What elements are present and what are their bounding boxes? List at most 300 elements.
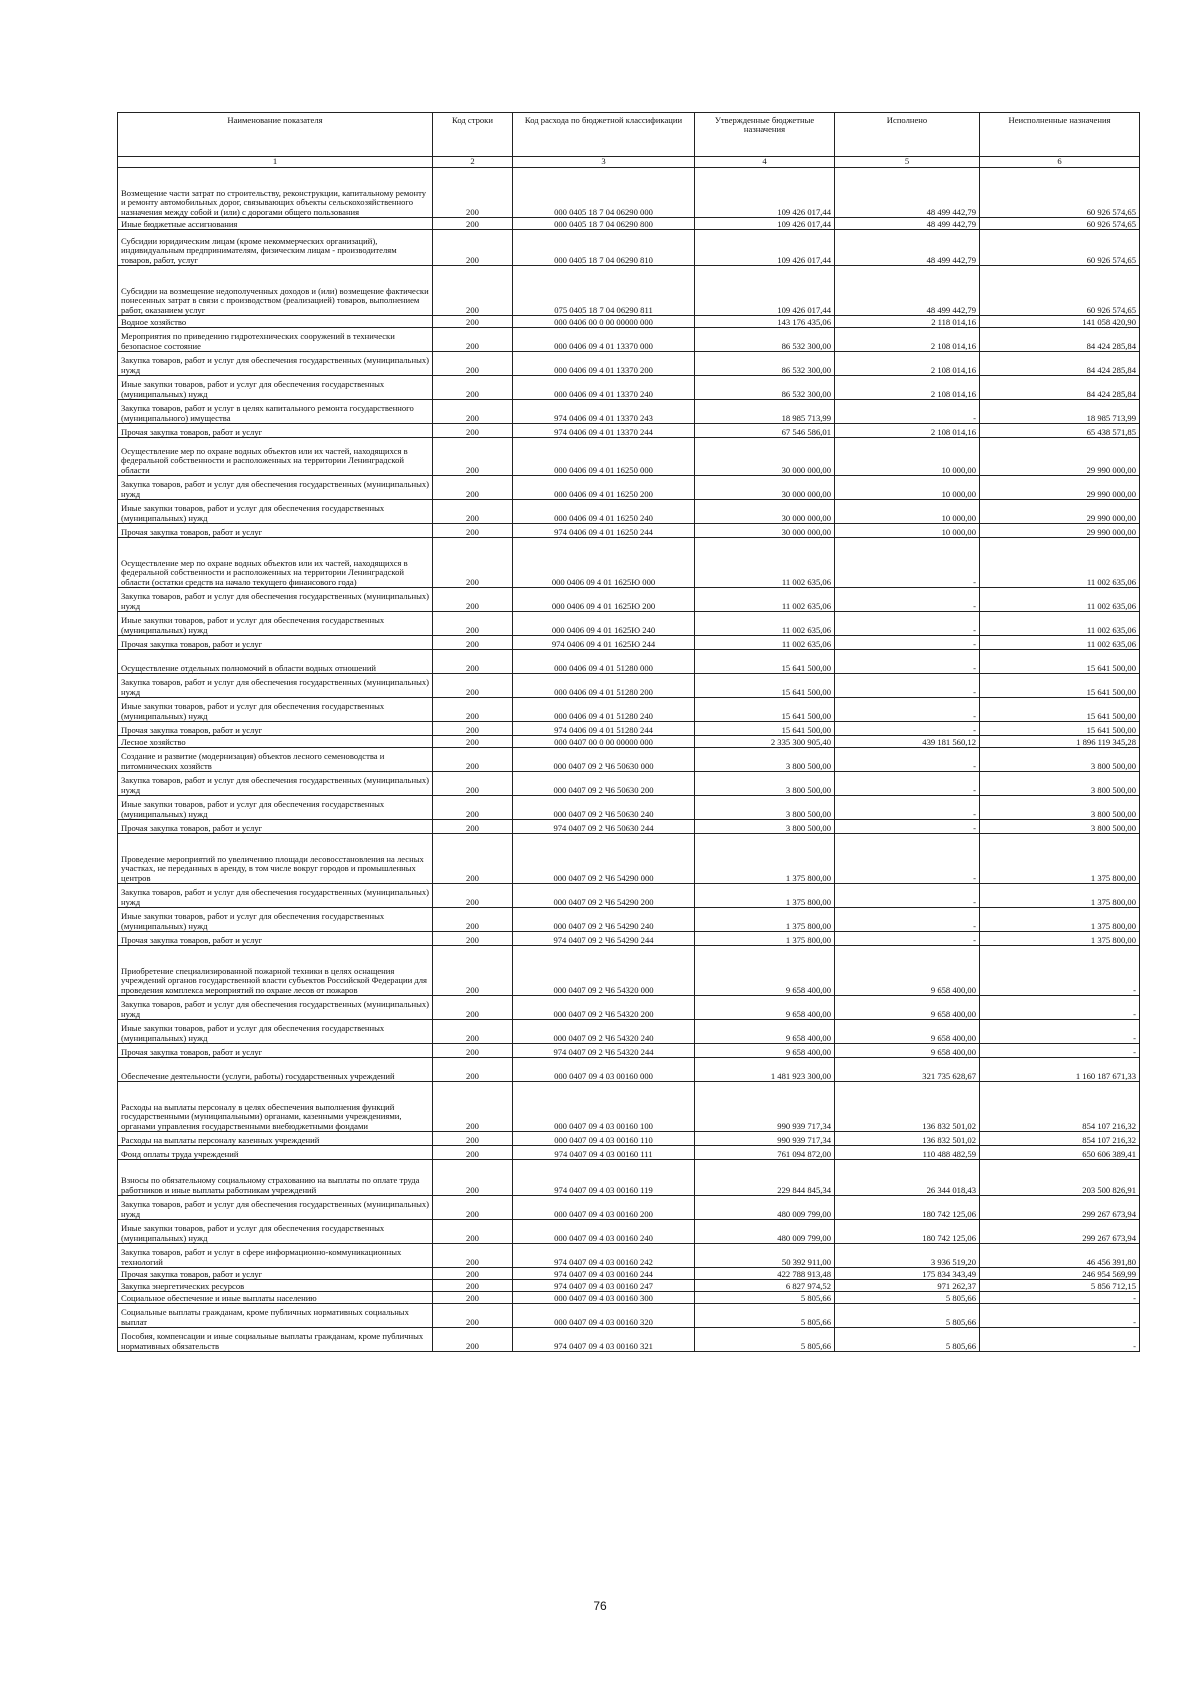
table-row bbox=[118, 612, 1140, 636]
table-row bbox=[118, 1160, 1140, 1196]
row-code-cell: 200 bbox=[433, 932, 513, 946]
header-row-code: Код строки bbox=[433, 113, 513, 157]
indicator-name-cell: Прочая закупка товаров, работ и услуг bbox=[118, 820, 433, 834]
row-code-cell: 200 bbox=[433, 1132, 513, 1146]
unexecuted-amount-cell: - bbox=[980, 1328, 1140, 1352]
table-row bbox=[118, 376, 1140, 400]
budget-code-cell: 000 0406 09 4 01 51280 000 bbox=[513, 650, 695, 674]
approved-amount-cell: 5 805,66 bbox=[695, 1292, 835, 1304]
budget-code-cell: 000 0407 09 4 03 00160 110 bbox=[513, 1132, 695, 1146]
indicator-name-cell: Субсидии юридическим лицам (кроме некоммерческих организаций), индивидуальным предпринимателям, физическим лицам - производителям товаров, работ, услуг bbox=[118, 230, 433, 266]
row-code-cell: 200 bbox=[433, 698, 513, 722]
row-code-cell: 200 bbox=[433, 168, 513, 218]
column-number: 1 bbox=[118, 157, 433, 168]
executed-amount-cell: 5 805,66 bbox=[835, 1328, 980, 1352]
approved-amount-cell: 761 094 872,00 bbox=[695, 1146, 835, 1160]
indicator-name-cell: Водное хозяйство bbox=[118, 316, 433, 328]
budget-code-cell: 000 0407 09 2 Ч6 54290 000 bbox=[513, 834, 695, 884]
row-code-cell: 200 bbox=[433, 588, 513, 612]
row-code-cell: 200 bbox=[433, 834, 513, 884]
budget-code-cell: 000 0405 18 7 04 06290 810 bbox=[513, 230, 695, 266]
executed-amount-cell: 9 658 400,00 bbox=[835, 946, 980, 996]
indicator-name-cell: Закупка товаров, работ и услуг для обеспечения государственных (муниципальных) нужд bbox=[118, 476, 433, 500]
unexecuted-amount-cell: 29 990 000,00 bbox=[980, 524, 1140, 538]
approved-amount-cell: 11 002 635,06 bbox=[695, 538, 835, 588]
unexecuted-amount-cell: - bbox=[980, 1292, 1140, 1304]
indicator-name-cell: Социальные выплаты гражданам, кроме публичных нормативных социальных выплат bbox=[118, 1304, 433, 1328]
budget-code-cell: 000 0407 09 4 03 00160 200 bbox=[513, 1196, 695, 1220]
unexecuted-amount-cell: 29 990 000,00 bbox=[980, 476, 1140, 500]
indicator-name-cell: Закупка товаров, работ и услуг для обеспечения государственных (муниципальных) нужд bbox=[118, 588, 433, 612]
table-row bbox=[118, 884, 1140, 908]
indicator-name-cell: Расходы на выплаты персоналу казенных учреждений bbox=[118, 1132, 433, 1146]
unexecuted-amount-cell: 11 002 635,06 bbox=[980, 588, 1140, 612]
budget-code-cell: 974 0407 09 2 Ч6 50630 244 bbox=[513, 820, 695, 834]
executed-amount-cell: 48 499 442,79 bbox=[835, 266, 980, 316]
approved-amount-cell: 6 827 974,52 bbox=[695, 1280, 835, 1292]
page-number: 76 bbox=[593, 1599, 607, 1613]
table-row bbox=[118, 476, 1140, 500]
approved-amount-cell: 11 002 635,06 bbox=[695, 636, 835, 650]
budget-code-cell: 974 0407 09 4 03 00160 321 bbox=[513, 1328, 695, 1352]
unexecuted-amount-cell: 60 926 574,65 bbox=[980, 218, 1140, 230]
indicator-name-cell: Осуществление мер по охране водных объектов или их частей, находящихся в федеральной собственности и расположенных на территории Ленинградской области (остатки средств на начало текущего финансового года) bbox=[118, 538, 433, 588]
row-code-cell: 200 bbox=[433, 1160, 513, 1196]
table-row bbox=[118, 636, 1140, 650]
unexecuted-amount-cell: 15 641 500,00 bbox=[980, 650, 1140, 674]
approved-amount-cell: 3 800 500,00 bbox=[695, 748, 835, 772]
approved-amount-cell: 11 002 635,06 bbox=[695, 588, 835, 612]
budget-code-cell: 075 0405 18 7 04 06290 811 bbox=[513, 266, 695, 316]
approved-amount-cell: 30 000 000,00 bbox=[695, 524, 835, 538]
unexecuted-amount-cell: 854 107 216,32 bbox=[980, 1082, 1140, 1132]
unexecuted-amount-cell: 203 500 826,91 bbox=[980, 1160, 1140, 1196]
unexecuted-amount-cell: 854 107 216,32 bbox=[980, 1132, 1140, 1146]
unexecuted-amount-cell: 650 606 389,41 bbox=[980, 1146, 1140, 1160]
row-code-cell: 200 bbox=[433, 674, 513, 698]
approved-amount-cell: 15 641 500,00 bbox=[695, 722, 835, 736]
row-code-cell: 200 bbox=[433, 772, 513, 796]
unexecuted-amount-cell: 15 641 500,00 bbox=[980, 698, 1140, 722]
table-row bbox=[118, 650, 1140, 674]
executed-amount-cell: 9 658 400,00 bbox=[835, 1044, 980, 1058]
unexecuted-amount-cell: 1 375 800,00 bbox=[980, 932, 1140, 946]
approved-amount-cell: 109 426 017,44 bbox=[695, 230, 835, 266]
approved-amount-cell: 1 481 923 300,00 bbox=[695, 1058, 835, 1082]
executed-amount-cell: 10 000,00 bbox=[835, 524, 980, 538]
budget-code-cell: 000 0407 09 4 03 00160 240 bbox=[513, 1220, 695, 1244]
indicator-name-cell: Закупка товаров, работ и услуг для обеспечения государственных (муниципальных) нужд bbox=[118, 772, 433, 796]
header-budget-code: Код расхода по бюджетной классификации bbox=[513, 113, 695, 157]
budget-code-cell: 000 0406 09 4 01 16250 240 bbox=[513, 500, 695, 524]
table-row bbox=[118, 772, 1140, 796]
row-code-cell: 200 bbox=[433, 1280, 513, 1292]
table-row bbox=[118, 1020, 1140, 1044]
row-code-cell: 200 bbox=[433, 1082, 513, 1132]
indicator-name-cell: Обеспечение деятельности (услуги, работы) государственных учреждений bbox=[118, 1058, 433, 1082]
row-code-cell: 200 bbox=[433, 352, 513, 376]
unexecuted-amount-cell: 3 800 500,00 bbox=[980, 820, 1140, 834]
executed-amount-cell: - bbox=[835, 400, 980, 424]
indicator-name-cell: Возмещение части затрат по строительству, реконструкции, капитальному ремонту и ремонту автомобильных дорог, связывающих объекты сельскохозяйственного назначения между собой и (или) с дорогами общего пользования bbox=[118, 168, 433, 218]
row-code-cell: 200 bbox=[433, 500, 513, 524]
budget-code-cell: 000 0406 09 4 01 1625Ю 000 bbox=[513, 538, 695, 588]
approved-amount-cell: 229 844 845,34 bbox=[695, 1160, 835, 1196]
budget-execution-table bbox=[117, 112, 1140, 1352]
executed-amount-cell: 5 805,66 bbox=[835, 1304, 980, 1328]
table-row bbox=[118, 1328, 1140, 1352]
table-row bbox=[118, 438, 1140, 476]
table-row bbox=[118, 1244, 1140, 1268]
indicator-name-cell: Прочая закупка товаров, работ и услуг bbox=[118, 636, 433, 650]
row-code-cell: 200 bbox=[433, 476, 513, 500]
unexecuted-amount-cell: - bbox=[980, 946, 1140, 996]
table-row bbox=[118, 1268, 1140, 1280]
row-code-cell: 200 bbox=[433, 266, 513, 316]
approved-amount-cell: 5 805,66 bbox=[695, 1304, 835, 1328]
budget-code-cell: 000 0406 09 4 01 13370 000 bbox=[513, 328, 695, 352]
executed-amount-cell: - bbox=[835, 636, 980, 650]
approved-amount-cell: 109 426 017,44 bbox=[695, 218, 835, 230]
executed-amount-cell: - bbox=[835, 698, 980, 722]
executed-amount-cell: 10 000,00 bbox=[835, 438, 980, 476]
executed-amount-cell: - bbox=[835, 588, 980, 612]
budget-code-cell: 000 0407 09 2 Ч6 54320 240 bbox=[513, 1020, 695, 1044]
table-row bbox=[118, 748, 1140, 772]
table-row bbox=[118, 932, 1140, 946]
budget-code-cell: 000 0407 09 2 Ч6 54320 000 bbox=[513, 946, 695, 996]
unexecuted-amount-cell: 65 438 571,85 bbox=[980, 424, 1140, 438]
row-code-cell: 200 bbox=[433, 1220, 513, 1244]
row-code-cell: 200 bbox=[433, 376, 513, 400]
indicator-name-cell: Фонд оплаты труда учреждений bbox=[118, 1146, 433, 1160]
approved-amount-cell: 15 641 500,00 bbox=[695, 674, 835, 698]
approved-amount-cell: 1 375 800,00 bbox=[695, 884, 835, 908]
approved-amount-cell: 18 985 713,99 bbox=[695, 400, 835, 424]
approved-amount-cell: 86 532 300,00 bbox=[695, 352, 835, 376]
executed-amount-cell: - bbox=[835, 796, 980, 820]
executed-amount-cell: 439 181 560,12 bbox=[835, 736, 980, 748]
executed-amount-cell: - bbox=[835, 538, 980, 588]
approved-amount-cell: 3 800 500,00 bbox=[695, 796, 835, 820]
indicator-name-cell: Взносы по обязательному социальному страхованию на выплаты по оплате труда работников и иные выплаты работникам учреждений bbox=[118, 1160, 433, 1196]
row-code-cell: 200 bbox=[433, 538, 513, 588]
indicator-name-cell: Закупка товаров, работ и услуг в целях капитального ремонта государственного (муниципального) имущества bbox=[118, 400, 433, 424]
unexecuted-amount-cell: 5 856 712,15 bbox=[980, 1280, 1140, 1292]
indicator-name-cell: Закупка товаров, работ и услуг для обеспечения государственных (муниципальных) нужд bbox=[118, 1196, 433, 1220]
row-code-cell: 200 bbox=[433, 946, 513, 996]
executed-amount-cell: 48 499 442,79 bbox=[835, 218, 980, 230]
budget-code-cell: 974 0406 09 4 01 16250 244 bbox=[513, 524, 695, 538]
executed-amount-cell: 2 108 014,16 bbox=[835, 352, 980, 376]
approved-amount-cell: 1 375 800,00 bbox=[695, 834, 835, 884]
unexecuted-amount-cell: 1 375 800,00 bbox=[980, 834, 1140, 884]
executed-amount-cell: - bbox=[835, 748, 980, 772]
unexecuted-amount-cell: 60 926 574,65 bbox=[980, 168, 1140, 218]
table-row bbox=[118, 1292, 1140, 1304]
table-row bbox=[118, 996, 1140, 1020]
table-row bbox=[118, 524, 1140, 538]
budget-code-cell: 974 0407 09 4 03 00160 111 bbox=[513, 1146, 695, 1160]
executed-amount-cell: 48 499 442,79 bbox=[835, 230, 980, 266]
row-code-cell: 200 bbox=[433, 736, 513, 748]
table-row bbox=[118, 1082, 1140, 1132]
approved-amount-cell: 30 000 000,00 bbox=[695, 438, 835, 476]
executed-amount-cell: 180 742 125,06 bbox=[835, 1196, 980, 1220]
executed-amount-cell: 110 488 482,59 bbox=[835, 1146, 980, 1160]
indicator-name-cell: Субсидии на возмещение недополученных доходов и (или) возмещение фактически понесенных затрат в связи с производством (реализацией) товаров, выполнением работ, оказанием услуг bbox=[118, 266, 433, 316]
table-row bbox=[118, 698, 1140, 722]
budget-code-cell: 000 0406 09 4 01 13370 240 bbox=[513, 376, 695, 400]
table-row bbox=[118, 1146, 1140, 1160]
indicator-name-cell: Иные закупки товаров, работ и услуг для обеспечения государственных (муниципальных) нужд bbox=[118, 500, 433, 524]
row-code-cell: 200 bbox=[433, 1196, 513, 1220]
row-code-cell: 200 bbox=[433, 218, 513, 230]
indicator-name-cell: Приобретение специализированной пожарной техники в целях оснащения учреждений органов государственной власти субъектов Российской Федерации для проведения комплекса мероприятий по охране лесов от пожаров bbox=[118, 946, 433, 996]
indicator-name-cell: Закупка товаров, работ и услуг в сфере информационно-коммуникационных технологий bbox=[118, 1244, 433, 1268]
budget-code-cell: 000 0406 00 0 00 00000 000 bbox=[513, 316, 695, 328]
executed-amount-cell: 136 832 501,02 bbox=[835, 1082, 980, 1132]
indicator-name-cell: Иные закупки товаров, работ и услуг для обеспечения государственных (муниципальных) нужд bbox=[118, 1220, 433, 1244]
executed-amount-cell: 2 108 014,16 bbox=[835, 424, 980, 438]
header-unexecuted: Неисполненные назначения bbox=[980, 113, 1140, 157]
indicator-name-cell: Закупка товаров, работ и услуг для обеспечения государственных (муниципальных) нужд bbox=[118, 884, 433, 908]
indicator-name-cell: Закупка энергетических ресурсов bbox=[118, 1280, 433, 1292]
table-row bbox=[118, 400, 1140, 424]
budget-code-cell: 974 0406 09 4 01 1625Ю 244 bbox=[513, 636, 695, 650]
header-indicator-name: Наименование показателя bbox=[118, 113, 433, 157]
executed-amount-cell: 2 108 014,16 bbox=[835, 376, 980, 400]
budget-code-cell: 974 0406 09 4 01 51280 244 bbox=[513, 722, 695, 736]
row-code-cell: 200 bbox=[433, 316, 513, 328]
budget-code-cell: 974 0407 09 2 Ч6 54290 244 bbox=[513, 932, 695, 946]
indicator-name-cell: Закупка товаров, работ и услуг для обеспечения государственных (муниципальных) нужд bbox=[118, 996, 433, 1020]
approved-amount-cell: 15 641 500,00 bbox=[695, 650, 835, 674]
executed-amount-cell: 321 735 628,67 bbox=[835, 1058, 980, 1082]
budget-code-cell: 000 0407 09 4 03 00160 100 bbox=[513, 1082, 695, 1132]
column-number: 4 bbox=[695, 157, 835, 168]
unexecuted-amount-cell: 84 424 285,84 bbox=[980, 352, 1140, 376]
executed-amount-cell: 26 344 018,43 bbox=[835, 1160, 980, 1196]
row-code-cell: 200 bbox=[433, 996, 513, 1020]
unexecuted-amount-cell: 246 954 569,99 bbox=[980, 1268, 1140, 1280]
row-code-cell: 200 bbox=[433, 438, 513, 476]
indicator-name-cell: Иные закупки товаров, работ и услуг для обеспечения государственных (муниципальных) нужд bbox=[118, 698, 433, 722]
indicator-name-cell: Проведение мероприятий по увеличению площади лесовосстановления на лесных участках, не переданных в аренду, в том числе вокруг городов и промышленных центров bbox=[118, 834, 433, 884]
row-code-cell: 200 bbox=[433, 884, 513, 908]
table-row bbox=[118, 736, 1140, 748]
table-row bbox=[118, 1132, 1140, 1146]
approved-amount-cell: 15 641 500,00 bbox=[695, 698, 835, 722]
column-number: 5 bbox=[835, 157, 980, 168]
approved-amount-cell: 3 800 500,00 bbox=[695, 772, 835, 796]
table-row bbox=[118, 834, 1140, 884]
row-code-cell: 200 bbox=[433, 1146, 513, 1160]
indicator-name-cell: Иные закупки товаров, работ и услуг для обеспечения государственных (муниципальных) нужд bbox=[118, 1020, 433, 1044]
approved-amount-cell: 1 375 800,00 bbox=[695, 932, 835, 946]
column-number: 6 bbox=[980, 157, 1140, 168]
indicator-name-cell: Иные закупки товаров, работ и услуг для обеспечения государственных (муниципальных) нужд bbox=[118, 612, 433, 636]
budget-code-cell: 000 0406 09 4 01 16250 200 bbox=[513, 476, 695, 500]
executed-amount-cell: 180 742 125,06 bbox=[835, 1220, 980, 1244]
approved-amount-cell: 86 532 300,00 bbox=[695, 328, 835, 352]
executed-amount-cell: - bbox=[835, 612, 980, 636]
table-row bbox=[118, 352, 1140, 376]
unexecuted-amount-cell: 11 002 635,06 bbox=[980, 636, 1140, 650]
indicator-name-cell: Социальное обеспечение и иные выплаты населению bbox=[118, 1292, 433, 1304]
indicator-name-cell: Иные бюджетные ассигнования bbox=[118, 218, 433, 230]
budget-code-cell: 974 0406 09 4 01 13370 243 bbox=[513, 400, 695, 424]
header-approved: Утвержденные бюджетные назначения bbox=[695, 113, 835, 157]
indicator-name-cell: Иные закупки товаров, работ и услуг для обеспечения государственных (муниципальных) нужд bbox=[118, 908, 433, 932]
indicator-name-cell: Закупка товаров, работ и услуг для обеспечения государственных (муниципальных) нужд bbox=[118, 674, 433, 698]
approved-amount-cell: 50 392 911,00 bbox=[695, 1244, 835, 1268]
executed-amount-cell: - bbox=[835, 908, 980, 932]
row-code-cell: 200 bbox=[433, 1244, 513, 1268]
approved-amount-cell: 11 002 635,06 bbox=[695, 612, 835, 636]
budget-code-cell: 000 0407 09 2 Ч6 50630 200 bbox=[513, 772, 695, 796]
table-row bbox=[118, 538, 1140, 588]
row-code-cell: 200 bbox=[433, 1058, 513, 1082]
header-executed: Исполнено bbox=[835, 113, 980, 157]
unexecuted-amount-cell: 1 375 800,00 bbox=[980, 884, 1140, 908]
approved-amount-cell: 109 426 017,44 bbox=[695, 168, 835, 218]
approved-amount-cell: 86 532 300,00 bbox=[695, 376, 835, 400]
table-row bbox=[118, 1280, 1140, 1292]
unexecuted-amount-cell: 299 267 673,94 bbox=[980, 1220, 1140, 1244]
unexecuted-amount-cell: 29 990 000,00 bbox=[980, 500, 1140, 524]
budget-code-cell: 000 0407 09 2 Ч6 50630 240 bbox=[513, 796, 695, 820]
table-row bbox=[118, 1196, 1140, 1220]
executed-amount-cell: 2 118 014,16 bbox=[835, 316, 980, 328]
row-code-cell: 200 bbox=[433, 1020, 513, 1044]
unexecuted-amount-cell: 15 641 500,00 bbox=[980, 722, 1140, 736]
unexecuted-amount-cell: 3 800 500,00 bbox=[980, 796, 1140, 820]
unexecuted-amount-cell: 299 267 673,94 bbox=[980, 1196, 1140, 1220]
indicator-name-cell: Пособия, компенсации и иные социальные выплаты гражданам, кроме публичных нормативных обязательств bbox=[118, 1328, 433, 1352]
table-row bbox=[118, 1058, 1140, 1082]
row-code-cell: 200 bbox=[433, 748, 513, 772]
executed-amount-cell: 971 262,37 bbox=[835, 1280, 980, 1292]
budget-code-cell: 974 0407 09 4 03 00160 119 bbox=[513, 1160, 695, 1196]
column-number-row bbox=[118, 157, 1140, 168]
budget-code-cell: 974 0407 09 4 03 00160 242 bbox=[513, 1244, 695, 1268]
approved-amount-cell: 9 658 400,00 bbox=[695, 1044, 835, 1058]
executed-amount-cell: 48 499 442,79 bbox=[835, 168, 980, 218]
executed-amount-cell: - bbox=[835, 884, 980, 908]
budget-code-cell: 000 0407 09 4 03 00160 000 bbox=[513, 1058, 695, 1082]
table-row bbox=[118, 820, 1140, 834]
budget-code-cell: 000 0407 09 2 Ч6 50630 000 bbox=[513, 748, 695, 772]
indicator-name-cell: Мероприятия по приведению гидротехнических сооружений в технически безопасное состояние bbox=[118, 328, 433, 352]
executed-amount-cell: 3 936 519,20 bbox=[835, 1244, 980, 1268]
table-row bbox=[118, 266, 1140, 316]
unexecuted-amount-cell: - bbox=[980, 1304, 1140, 1328]
unexecuted-amount-cell: - bbox=[980, 1044, 1140, 1058]
budget-code-cell: 000 0405 18 7 04 06290 800 bbox=[513, 218, 695, 230]
unexecuted-amount-cell: 11 002 635,06 bbox=[980, 538, 1140, 588]
budget-code-cell: 000 0406 09 4 01 51280 240 bbox=[513, 698, 695, 722]
unexecuted-amount-cell: 60 926 574,65 bbox=[980, 230, 1140, 266]
indicator-name-cell: Прочая закупка товаров, работ и услуг bbox=[118, 424, 433, 438]
unexecuted-amount-cell: 46 456 391,80 bbox=[980, 1244, 1140, 1268]
table-row bbox=[118, 218, 1140, 230]
budget-code-cell: 000 0406 09 4 01 16250 000 bbox=[513, 438, 695, 476]
row-code-cell: 200 bbox=[433, 230, 513, 266]
unexecuted-amount-cell: 11 002 635,06 bbox=[980, 612, 1140, 636]
budget-code-cell: 000 0407 00 0 00 00000 000 bbox=[513, 736, 695, 748]
indicator-name-cell: Прочая закупка товаров, работ и услуг bbox=[118, 932, 433, 946]
table-row bbox=[118, 588, 1140, 612]
executed-amount-cell: - bbox=[835, 834, 980, 884]
executed-amount-cell: 136 832 501,02 bbox=[835, 1132, 980, 1146]
row-code-cell: 200 bbox=[433, 722, 513, 736]
budget-code-cell: 000 0407 09 4 03 00160 300 bbox=[513, 1292, 695, 1304]
row-code-cell: 200 bbox=[433, 1268, 513, 1280]
indicator-name-cell: Создание и развитие (модернизация) объектов лесного семеноводства и питомнических хозяйств bbox=[118, 748, 433, 772]
unexecuted-amount-cell: 1 375 800,00 bbox=[980, 908, 1140, 932]
approved-amount-cell: 67 546 586,01 bbox=[695, 424, 835, 438]
approved-amount-cell: 1 375 800,00 bbox=[695, 908, 835, 932]
unexecuted-amount-cell: 141 058 420,90 bbox=[980, 316, 1140, 328]
budget-code-cell: 974 0407 09 2 Ч6 54320 244 bbox=[513, 1044, 695, 1058]
indicator-name-cell: Иные закупки товаров, работ и услуг для обеспечения государственных (муниципальных) нужд bbox=[118, 796, 433, 820]
unexecuted-amount-cell: 1 160 187 671,33 bbox=[980, 1058, 1140, 1082]
budget-code-cell: 000 0406 09 4 01 51280 200 bbox=[513, 674, 695, 698]
unexecuted-amount-cell: 18 985 713,99 bbox=[980, 400, 1140, 424]
indicator-name-cell: Расходы на выплаты персоналу в целях обеспечения выполнения функций государственными (муниципальными) органами, казенными учреждениями, органами управления государственными внебюджетными фондами bbox=[118, 1082, 433, 1132]
budget-code-cell: 000 0407 09 2 Ч6 54320 200 bbox=[513, 996, 695, 1020]
budget-code-cell: 000 0405 18 7 04 06290 000 bbox=[513, 168, 695, 218]
unexecuted-amount-cell: 1 896 119 345,28 bbox=[980, 736, 1140, 748]
executed-amount-cell: 9 658 400,00 bbox=[835, 1020, 980, 1044]
approved-amount-cell: 30 000 000,00 bbox=[695, 500, 835, 524]
table-row bbox=[118, 230, 1140, 266]
table-row bbox=[118, 316, 1140, 328]
approved-amount-cell: 143 176 435,06 bbox=[695, 316, 835, 328]
row-code-cell: 200 bbox=[433, 650, 513, 674]
executed-amount-cell: - bbox=[835, 722, 980, 736]
approved-amount-cell: 9 658 400,00 bbox=[695, 946, 835, 996]
executed-amount-cell: - bbox=[835, 820, 980, 834]
approved-amount-cell: 5 805,66 bbox=[695, 1328, 835, 1352]
table-row bbox=[118, 424, 1140, 438]
table-row bbox=[118, 1220, 1140, 1244]
row-code-cell: 200 bbox=[433, 1304, 513, 1328]
approved-amount-cell: 2 335 300 905,40 bbox=[695, 736, 835, 748]
unexecuted-amount-cell: - bbox=[980, 996, 1140, 1020]
indicator-name-cell: Иные закупки товаров, работ и услуг для обеспечения государственных (муниципальных) нужд bbox=[118, 376, 433, 400]
unexecuted-amount-cell: 15 641 500,00 bbox=[980, 674, 1140, 698]
column-number: 3 bbox=[513, 157, 695, 168]
row-code-cell: 200 bbox=[433, 820, 513, 834]
budget-code-cell: 974 0407 09 4 03 00160 244 bbox=[513, 1268, 695, 1280]
indicator-name-cell: Прочая закупка товаров, работ и услуг bbox=[118, 524, 433, 538]
table-row bbox=[118, 796, 1140, 820]
unexecuted-amount-cell: 3 800 500,00 bbox=[980, 772, 1140, 796]
indicator-name-cell: Закупка товаров, работ и услуг для обеспечения государственных (муниципальных) нужд bbox=[118, 352, 433, 376]
budget-code-cell: 000 0406 09 4 01 13370 200 bbox=[513, 352, 695, 376]
table-row bbox=[118, 1304, 1140, 1328]
row-code-cell: 200 bbox=[433, 1328, 513, 1352]
unexecuted-amount-cell: 3 800 500,00 bbox=[980, 748, 1140, 772]
row-code-cell: 200 bbox=[433, 400, 513, 424]
indicator-name-cell: Осуществление мер по охране водных объектов или их частей, находящихся в федеральной собственности и расположенных на территории Ленинградской области bbox=[118, 438, 433, 476]
budget-code-cell: 000 0407 09 4 03 00160 320 bbox=[513, 1304, 695, 1328]
approved-amount-cell: 990 939 717,34 bbox=[695, 1082, 835, 1132]
budget-code-cell: 974 0406 09 4 01 13370 244 bbox=[513, 424, 695, 438]
executed-amount-cell: - bbox=[835, 674, 980, 698]
